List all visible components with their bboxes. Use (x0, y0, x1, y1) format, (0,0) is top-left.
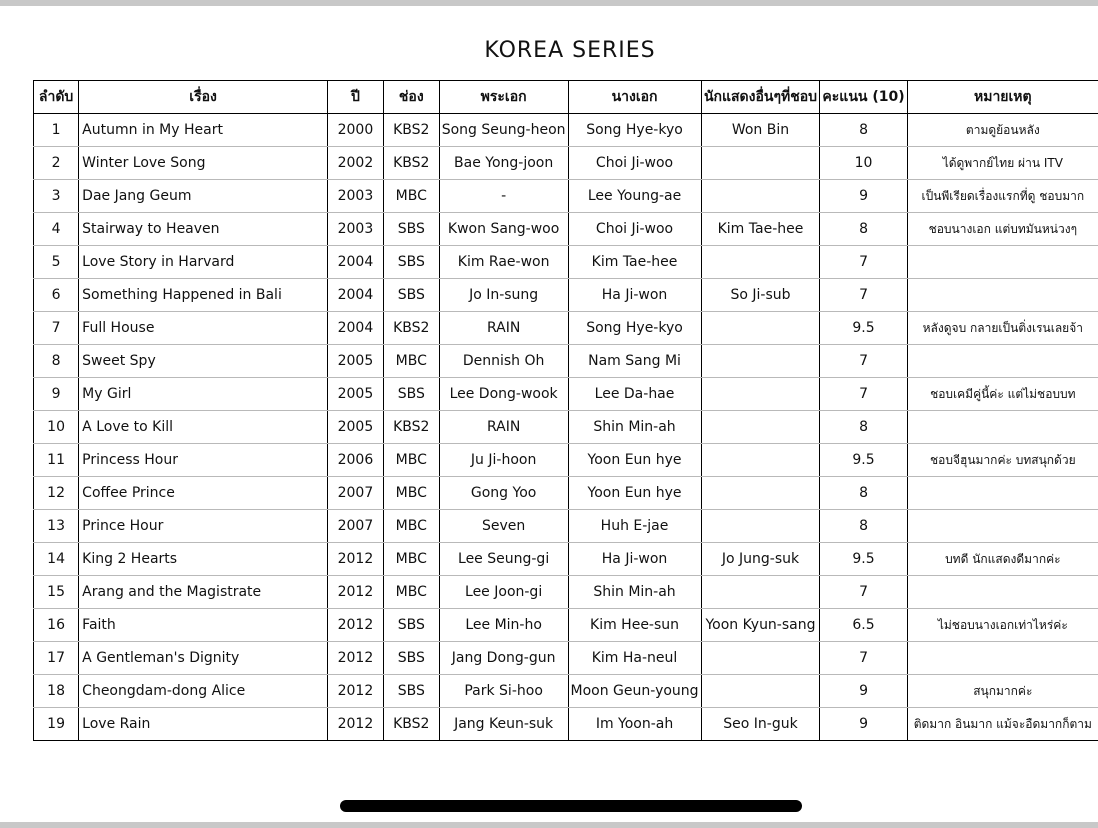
cell-title: Coffee Prince (79, 477, 328, 510)
cell-title: Prince Hour (79, 510, 328, 543)
cell-title: Dae Jang Geum (79, 180, 328, 213)
cell-channel: SBS (383, 675, 439, 708)
cell-year: 2006 (328, 444, 384, 477)
cell-index: 8 (34, 345, 79, 378)
cell-lead-actor: Jo In-sung (439, 279, 568, 312)
header-channel: ช่อง (383, 81, 439, 114)
cell-index: 16 (34, 609, 79, 642)
cell-favorite-cast (701, 642, 820, 675)
cell-channel: SBS (383, 213, 439, 246)
cell-index: 7 (34, 312, 79, 345)
cell-lead-actress: Song Hye-kyo (568, 312, 701, 345)
table-row (34, 180, 1098, 213)
cell-year: 2004 (328, 312, 384, 345)
cell-note (907, 345, 1098, 378)
cell-lead-actress: Ha Ji-won (568, 279, 701, 312)
cell-lead-actress: Im Yoon-ah (568, 708, 701, 741)
cell-lead-actress: Song Hye-kyo (568, 114, 701, 147)
cell-year: 2007 (328, 510, 384, 543)
cell-lead-actress: Kim Tae-hee (568, 246, 701, 279)
cell-index: 15 (34, 576, 79, 609)
cell-lead-actor: Kim Rae-won (439, 246, 568, 279)
cell-lead-actress: Nam Sang Mi (568, 345, 701, 378)
cell-lead-actor: Gong Yoo (439, 477, 568, 510)
cell-year: 2004 (328, 279, 384, 312)
cell-title: Arang and the Magistrate (79, 576, 328, 609)
cell-score: 7 (820, 345, 907, 378)
cell-year: 2000 (328, 114, 384, 147)
cell-score: 9 (820, 180, 907, 213)
cell-channel: SBS (383, 609, 439, 642)
cell-channel: MBC (383, 444, 439, 477)
table-row (34, 147, 1098, 180)
table-row (34, 576, 1098, 609)
cell-note: ชอบเคมีคู่นี้ค่ะ แต่ไม่ชอบบท (907, 378, 1098, 411)
cell-favorite-cast (701, 180, 820, 213)
cell-score: 9.5 (820, 312, 907, 345)
cell-index: 1 (34, 114, 79, 147)
cell-channel: SBS (383, 642, 439, 675)
cell-index: 14 (34, 543, 79, 576)
cell-index: 5 (34, 246, 79, 279)
cell-year: 2005 (328, 345, 384, 378)
cell-year: 2005 (328, 378, 384, 411)
cell-index: 18 (34, 675, 79, 708)
cell-title: Sweet Spy (79, 345, 328, 378)
table-row (34, 411, 1098, 444)
cell-score: 6.5 (820, 609, 907, 642)
cell-title: Winter Love Song (79, 147, 328, 180)
cell-channel: MBC (383, 345, 439, 378)
header-favorite-cast: นักแสดงอื่นๆที่ชอบ (701, 81, 820, 114)
header-title: เรื่อง (79, 81, 328, 114)
cell-lead-actor: Lee Seung-gi (439, 543, 568, 576)
cell-note (907, 576, 1098, 609)
cell-lead-actor: Song Seung-heon (439, 114, 568, 147)
cell-score: 8 (820, 510, 907, 543)
cell-note (907, 642, 1098, 675)
table-row (34, 510, 1098, 543)
cell-lead-actress: Kim Hee-sun (568, 609, 701, 642)
cell-favorite-cast (701, 477, 820, 510)
cell-favorite-cast (701, 312, 820, 345)
cell-score: 8 (820, 114, 907, 147)
cell-favorite-cast: Jo Jung-suk (701, 543, 820, 576)
cell-year: 2012 (328, 609, 384, 642)
cell-index: 6 (34, 279, 79, 312)
cell-lead-actor: Seven (439, 510, 568, 543)
cell-channel: SBS (383, 279, 439, 312)
cell-year: 2012 (328, 675, 384, 708)
cell-score: 7 (820, 576, 907, 609)
table-row (34, 378, 1098, 411)
cell-lead-actor: Lee Joon-gi (439, 576, 568, 609)
cell-title: Full House (79, 312, 328, 345)
cell-lead-actor: RAIN (439, 411, 568, 444)
cell-channel: KBS2 (383, 312, 439, 345)
cell-index: 4 (34, 213, 79, 246)
cell-year: 2012 (328, 708, 384, 741)
cell-lead-actor: Kwon Sang-woo (439, 213, 568, 246)
cell-channel: KBS2 (383, 147, 439, 180)
cell-lead-actress: Ha Ji-won (568, 543, 701, 576)
cell-year: 2007 (328, 477, 384, 510)
bottom-divider (0, 822, 1098, 828)
cell-title: Autumn in My Heart (79, 114, 328, 147)
cell-note (907, 510, 1098, 543)
cell-index: 3 (34, 180, 79, 213)
table-row (34, 279, 1098, 312)
cell-score: 8 (820, 477, 907, 510)
cell-channel: MBC (383, 477, 439, 510)
cell-lead-actress: Choi Ji-woo (568, 213, 701, 246)
header-note: หมายเหตุ (907, 81, 1098, 114)
cell-score: 9.5 (820, 543, 907, 576)
cell-lead-actress: Shin Min-ah (568, 576, 701, 609)
cell-lead-actor: Lee Dong-wook (439, 378, 568, 411)
table-row (34, 642, 1098, 675)
cell-year: 2002 (328, 147, 384, 180)
cell-channel: SBS (383, 246, 439, 279)
cell-note (907, 246, 1098, 279)
cell-lead-actor: Jang Dong-gun (439, 642, 568, 675)
cell-note: สนุกมากค่ะ (907, 675, 1098, 708)
cell-lead-actress: Shin Min-ah (568, 411, 701, 444)
cell-note (907, 279, 1098, 312)
cell-index: 13 (34, 510, 79, 543)
cell-lead-actor: RAIN (439, 312, 568, 345)
cell-favorite-cast (701, 675, 820, 708)
cell-channel: KBS2 (383, 708, 439, 741)
cell-year: 2003 (328, 213, 384, 246)
cell-note: บทดี นักแสดงดีมากค่ะ (907, 543, 1098, 576)
table-row (34, 609, 1098, 642)
cell-note: ได้ดูพากย์ไทย ผ่าน ITV (907, 147, 1098, 180)
cell-title: Cheongdam-dong Alice (79, 675, 328, 708)
cell-lead-actor: Park Si-hoo (439, 675, 568, 708)
cell-note: เป็นพีเรียดเรื่องแรกที่ดู ชอบมาก (907, 180, 1098, 213)
cell-note: ติดมาก อินมาก แม้จะอืดมากก็ตาม (907, 708, 1098, 741)
cell-note: ชอบจีฮุนมากค่ะ บทสนุกด้วย (907, 444, 1098, 477)
cell-lead-actor: Lee Min-ho (439, 609, 568, 642)
cell-score: 10 (820, 147, 907, 180)
table-row (34, 444, 1098, 477)
header-row (34, 81, 1098, 114)
cell-lead-actor: Jang Keun-suk (439, 708, 568, 741)
table-row (34, 114, 1098, 147)
header-lead-actor: พระเอก (439, 81, 568, 114)
cell-lead-actress: Yoon Eun hye (568, 444, 701, 477)
cell-index: 12 (34, 477, 79, 510)
cell-favorite-cast: Yoon Kyun-sang (701, 609, 820, 642)
cell-index: 19 (34, 708, 79, 741)
cell-lead-actress: Moon Geun-young (568, 675, 701, 708)
cell-title: Something Happened in Bali (79, 279, 328, 312)
cell-year: 2003 (328, 180, 384, 213)
table-row (34, 543, 1098, 576)
header-score: คะแนน (10) (820, 81, 907, 114)
series-table (33, 80, 1098, 741)
cell-title: Faith (79, 609, 328, 642)
table-row (34, 675, 1098, 708)
cell-channel: MBC (383, 510, 439, 543)
cell-note (907, 411, 1098, 444)
home-indicator[interactable] (340, 800, 802, 812)
cell-favorite-cast (701, 510, 820, 543)
cell-title: Love Story in Harvard (79, 246, 328, 279)
cell-title: A Love to Kill (79, 411, 328, 444)
cell-note: ไม่ชอบนางเอกเท่าไหร่ค่ะ (907, 609, 1098, 642)
cell-favorite-cast (701, 444, 820, 477)
cell-note: หลังดูจบ กลายเป็นติ่งเรนเลยจ้า (907, 312, 1098, 345)
cell-note (907, 477, 1098, 510)
cell-favorite-cast (701, 147, 820, 180)
cell-lead-actress: Choi Ji-woo (568, 147, 701, 180)
cell-score: 9 (820, 708, 907, 741)
cell-lead-actress: Lee Young-ae (568, 180, 701, 213)
cell-lead-actor: Ju Ji-hoon (439, 444, 568, 477)
cell-lead-actress: Kim Ha-neul (568, 642, 701, 675)
cell-note: ตามดูย้อนหลัง (907, 114, 1098, 147)
table-row (34, 246, 1098, 279)
cell-index: 2 (34, 147, 79, 180)
cell-favorite-cast (701, 378, 820, 411)
cell-channel: MBC (383, 543, 439, 576)
top-divider (0, 0, 1098, 6)
cell-year: 2012 (328, 642, 384, 675)
cell-favorite-cast (701, 345, 820, 378)
cell-score: 9 (820, 675, 907, 708)
header-year: ปี (328, 81, 384, 114)
cell-score: 7 (820, 246, 907, 279)
cell-channel: SBS (383, 378, 439, 411)
cell-title: Stairway to Heaven (79, 213, 328, 246)
cell-lead-actress: Lee Da-hae (568, 378, 701, 411)
cell-title: A Gentleman's Dignity (79, 642, 328, 675)
cell-index: 17 (34, 642, 79, 675)
cell-favorite-cast (701, 576, 820, 609)
cell-year: 2004 (328, 246, 384, 279)
cell-lead-actor: Bae Yong-joon (439, 147, 568, 180)
cell-channel: KBS2 (383, 114, 439, 147)
cell-year: 2012 (328, 576, 384, 609)
cell-channel: MBC (383, 180, 439, 213)
cell-title: Love Rain (79, 708, 328, 741)
cell-year: 2005 (328, 411, 384, 444)
cell-title: My Girl (79, 378, 328, 411)
header-lead-actress: นางเอก (568, 81, 701, 114)
header-index: ลำดับ (34, 81, 79, 114)
table-row (34, 312, 1098, 345)
cell-score: 7 (820, 279, 907, 312)
cell-score: 7 (820, 642, 907, 675)
page-title: KOREA SERIES (484, 38, 656, 63)
table-row (34, 213, 1098, 246)
cell-favorite-cast: Won Bin (701, 114, 820, 147)
cell-lead-actor: Dennish Oh (439, 345, 568, 378)
table-row (34, 477, 1098, 510)
cell-score: 7 (820, 378, 907, 411)
cell-note: ชอบนางเอก แต่บทมันหน่วงๆ (907, 213, 1098, 246)
cell-title: King 2 Hearts (79, 543, 328, 576)
cell-lead-actress: Yoon Eun hye (568, 477, 701, 510)
table-row (34, 708, 1098, 741)
cell-lead-actor: - (439, 180, 568, 213)
cell-score: 8 (820, 411, 907, 444)
cell-favorite-cast (701, 411, 820, 444)
cell-favorite-cast: Seo In-guk (701, 708, 820, 741)
cell-channel: KBS2 (383, 411, 439, 444)
cell-score: 9.5 (820, 444, 907, 477)
cell-index: 11 (34, 444, 79, 477)
cell-index: 9 (34, 378, 79, 411)
cell-title: Princess Hour (79, 444, 328, 477)
cell-index: 10 (34, 411, 79, 444)
cell-favorite-cast: So Ji-sub (701, 279, 820, 312)
cell-favorite-cast (701, 246, 820, 279)
cell-score: 8 (820, 213, 907, 246)
cell-lead-actress: Huh E-jae (568, 510, 701, 543)
cell-year: 2012 (328, 543, 384, 576)
cell-favorite-cast: Kim Tae-hee (701, 213, 820, 246)
cell-channel: MBC (383, 576, 439, 609)
table-row (34, 345, 1098, 378)
